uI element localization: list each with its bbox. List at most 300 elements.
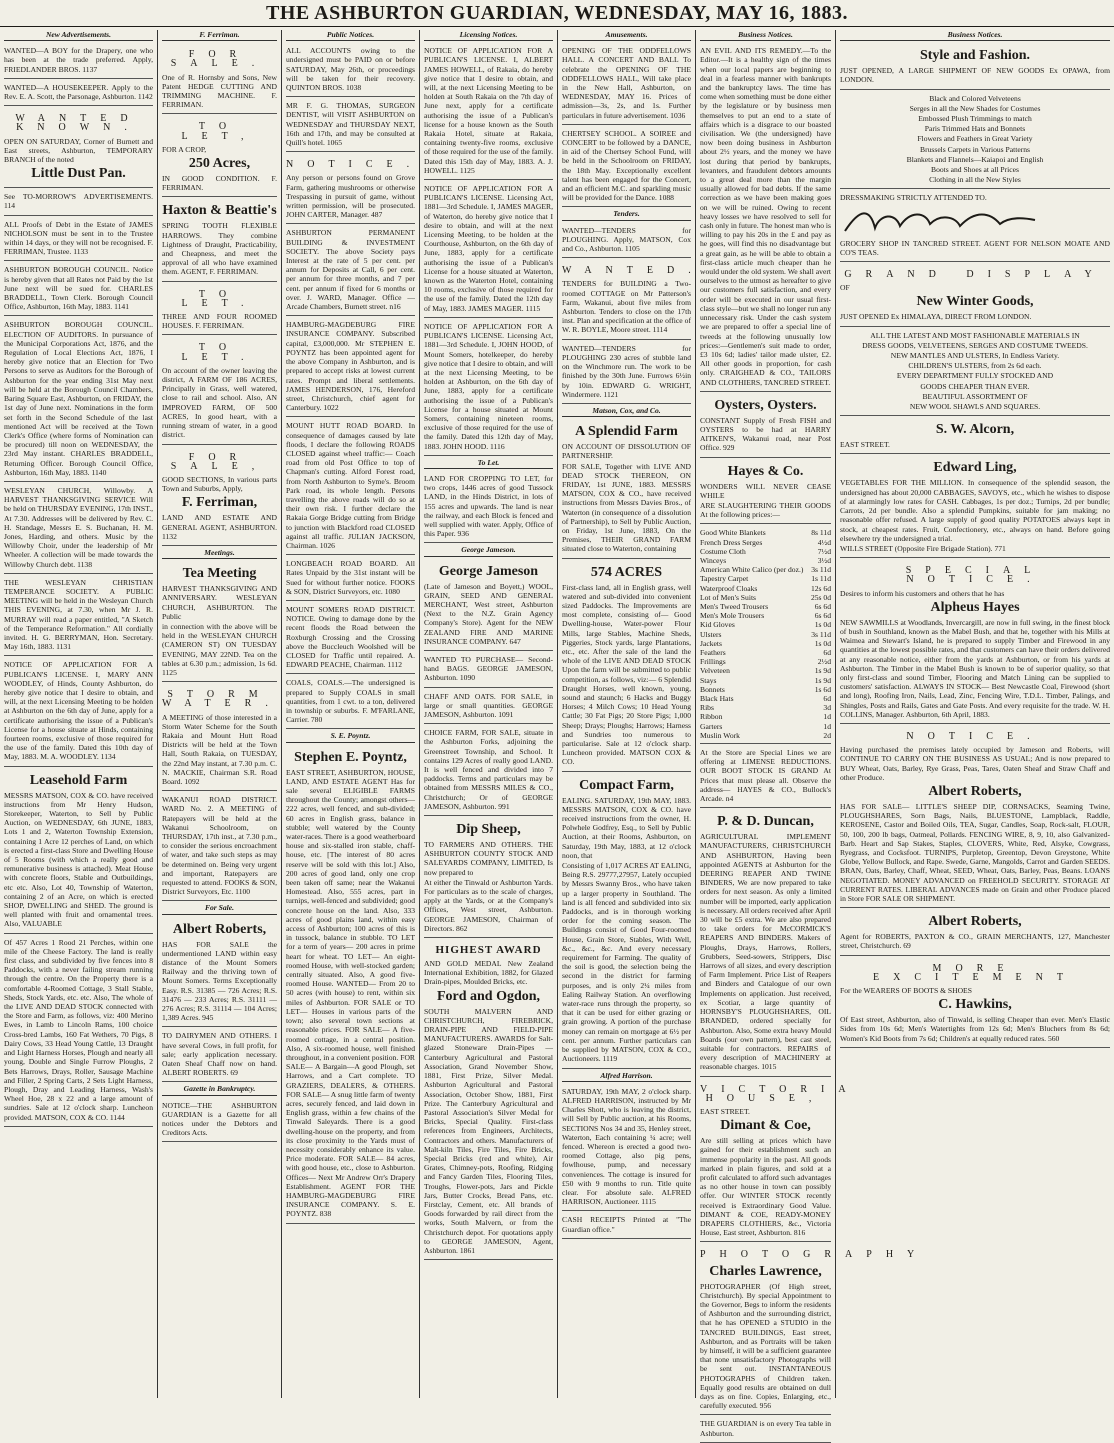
price-item: Bonnets — [700, 684, 725, 694]
price-value: 25s 0d — [810, 592, 831, 602]
ad-body: DRESSMAKING STRICTLY ATTENDED TO. — [840, 193, 987, 203]
ad-body: HAS FOR SALE the undermentioned LAND within easy distance of the Mount Somers Railway and the thriving town of Mount Somers. Terms Exceptionally Easy. R.S. 31385 — 726 Acres; R.S. 31476 — 233 Acres; R.S. 31111 — 276 Acres; R.S. 31114 — 104 Acres; 1,389 Acres. 945 — [162, 939, 277, 1023]
ad-title: Haxton & Beattie's — [162, 203, 277, 219]
advertisement — [424, 940, 553, 1260]
section-header: Matson, Cox, and Co. — [562, 406, 691, 417]
ad-line: Paris Trimmed Hats and Bonnets — [924, 124, 1026, 134]
ad-body: WAKANUI ROAD DISTRICT. WARD No. 2. A MEETING of Ratepayers will be held at the Wakanui Schoolroom, on THURSDAY, 17th inst., at 7.30 p.m., to consider the serious encroachment of water, and take such steps as may be determined on. Being very urgent and important, Ratepayers are requested to attend. FOOKS & SON, District Surveyors, Etc. 1100 — [162, 795, 277, 897]
ad-line: Blankets and Flannels—Kaiapoi and English — [906, 154, 1044, 164]
ad-body: LAND FOR CROPPING TO LET, for two crops, 1446 acres of good Tussock LAND, in the Hinds District, in lots of 155 acres and upwards. The land is near the railway, and each Block is fenced and well supplied with water. Apply, Office of this Paper. 936 — [424, 473, 553, 539]
ad-subtext: Of East street, Ashburton, also of Tinwald, is selling Cheaper than ever. Men's Elastic Sides from 10s 6d; Men's Watertights from 12s 6d; Men's Bluchers from 8s 6d; Women's Kid Boots from 7s 6d; Children's at equally reduced rates. 560 — [840, 1015, 1110, 1043]
ad-title: A Splendid Farm — [575, 424, 678, 440]
ad-body: NOTICE—THE ASHBURTON GUARDIAN is a Gazette for all notices under the Debtors and Creditors Acts. — [162, 1100, 277, 1138]
column-5 — [558, 30, 705, 1398]
ad-line: NEW MANTLES AND ULSTERS, In Endless Variety. — [890, 351, 1060, 361]
ad-title: Charles Lawrence, — [709, 1263, 822, 1279]
advertisement — [700, 394, 831, 458]
ad-subtext: Consisting of 1,017 ACRES AT EALING, Being R.S. 29777,27957, Lately occupied by Messrs Swanny Bros., who have taken up a larger property in Southland. The land is all fenced and subdivided into six Paddocks, and is in thorough working order for the coming season. The Buildings consist of Good Four-roomed House, Grain Store, Stables, With Well, &c., &c., &c. And every necessary requirement for Farming. The quality of the soil is good, the selection being the second in the district for farming purposes, and is only 2¼ miles from Ealing Railway Station. An overflowing water-race runs through the property, so that it can be used for either grazing or grain growing. A portion of the purchase money can remain on mortgage at 6½ per cent. per annum. Further particulars can be supplied by MATSON, COX & CO., Auctioneers. 1119 — [562, 861, 691, 1064]
ad-body: A MEETING of those interested in a Storm Water Scheme for the South Rakaia and Mount Hutt Road Districts will be held at the Town Hall, South Rakaia, on TUESDAY, the 22nd May instant, at 7.30 p.m. C. N. MACKIE, Chairman S.R. Road Board. 1092 — [162, 712, 277, 786]
price-row — [700, 703, 831, 712]
price-row — [700, 676, 831, 685]
price-row — [700, 657, 831, 666]
price-value: 4½d — [817, 537, 831, 547]
price-item: Muslin Work — [700, 730, 740, 740]
ad-title: George Jameson — [438, 563, 539, 579]
ad-body: LONGBEACH ROAD BOARD. All Rates Unpaid by the 31st instant will be Sued for without further notice. FOOKS & SON, District Surveyors, etc. 1080 — [286, 559, 415, 596]
ad-line: NEW WOOL SHAWLS AND SQUARES. — [909, 402, 1041, 412]
price-row — [700, 584, 831, 593]
ad-body: CHOICE FARM, FOR SALE, situate in the Ashburton Forks, adjoining the Greenstreet Township, and School. It contains 129 Acres of really good LAND. It is well fenced and divided into 7 paddocks. Terms and particulars may be obtained from MESSRS MILES & CO., Christchurch; Or of GEORGE JAMESON, Ashburton. 991 — [424, 728, 553, 811]
ad-body: EAST STREET. — [840, 440, 890, 450]
price-row — [700, 574, 831, 583]
ad-body: WANTED TO PURCHASE— Second-hand BAGS. GEORGE JAMESON, Ashburton. 1090 — [424, 654, 553, 683]
advertisement — [286, 419, 415, 555]
ad-body: EAST STREET. — [700, 1106, 750, 1116]
ad-subtext: HAS FOR SALE— LITTLE'S SHEEP DIP, CORNSACKS, Seaming Twine, PLOUGHSHARES, Sorn Bags, Nails, BLUESTONE, Lampblack, Raddle, KEROSENE, Castor and Boiled Oils, TEA, Sugar, Candles, Soap, Rock-salt, FLOUR, 50, 100, 200 lb bags, Oatmeal, Pollards. FENCING WIRE, 8, 9, 10, also Galvanized-Barb. Heart and Sap Stakes, Staples, CLOVERS, White, Red, Alsyke, Cowgrass, Ryegrass, and Cocksfoot. TURNIPS, Purpletop, Greentop, Devon Greystone, White Globe, Yellow Bullock, and Rape. Swede, Garne, Mangolds, Carrot and Garden SEEDS. BRAN, Oats, Barley, Chaff, Wheat, SEED, Wheat, Oats, Barley, Peas, Beans. LOANS NEGOTIATED. MONEY ADVANCED on FREEHOLD SECURITY. STORAGE AT CURRENT RATES. LIBERAL ADVANCES made on Grain and other Produce placed in Store FOR SALE OR SHIPMENT. — [840, 801, 1110, 903]
price-value: 1s 9d — [814, 675, 831, 685]
price-value: 6s 6d — [814, 601, 831, 611]
ad-spaced-heading: TO LET. — [181, 288, 258, 309]
ad-body: CONSTANT Supply of Fresh FISH and OYSTERS to be had at HARRY AITKEN'S, Wakanui road, near Post Office. 929 — [700, 415, 831, 453]
ad-title: Albert Roberts, — [928, 783, 1022, 799]
ad-title: Oysters, Oysters. — [714, 397, 817, 413]
price-row — [700, 547, 831, 556]
advertisement — [4, 190, 153, 215]
section-header: Alfred Harrison. — [562, 1071, 691, 1082]
advertisement — [562, 224, 691, 259]
advertisement — [840, 44, 1110, 89]
ad-body: NOTICE OF APPLICATION FOR A PUBLICAN'S LICENSE. Licensing Act, 1881—3rd Schedule. I, JAMES MAGER, of Waterton, do hereby give notice that I desire to obtain, and will at the next Licensing Meeting, to be holden at the Courthouse, Ashburton, on the 6th day of June, 1883, apply for a certificate authorising the issue of a Publican's License for a house situated at Waterton, known as the Waterton Hotel, containing 10 rooms, exclusive of those required for the use of the family. Dated the 12th day of May, 1883. JAMES MAGER. 1115 — [424, 184, 553, 313]
price-item: Costume Cloth — [700, 546, 746, 556]
ad-subtext: JUST OPENED Ex HIMALAYA, DIRECT FROM LONDON. — [840, 312, 1032, 322]
price-value: 2d — [823, 730, 831, 740]
price-row — [700, 528, 831, 537]
advertisement — [162, 447, 277, 546]
advertisement — [162, 1029, 277, 1082]
ad-subtext: SOUTH MALVERN AND CHRISTCHURCH, FIREBRICK, DRAIN-PIPE AND FIELD-PIPE MANUFACTURERS. AWARDS for Salt-glazed Stoneware Drain-Pipes — Canterbury Agricultural and Pastoral Association, Grand November Show, 1881, First Prize, Silver Medal. Ashburton Agricultural and Pastoral Association, October Show, 1881, First Prize. The Canterbury Agricultural and Pastoral Association's Silver Medal for Bricks, Special Quality. First-class references from Engineers, Architects, Contractors and others. Manufacturers of Malt-kiln Tiles, Fire Tiles, Fire Bricks, Special Bricks (red and white), Air Grates, Chimney-pots, Roofing, Ridging and Fancy Garden Tiles, Flooring Tiles, Troughs, Flower-pots, Jars and Pickle Jars, Butter Crocks, Bread Pans, etc. Firstclay, Cement, etc. All brands of Goods forwarded by rail direct from the works, South Malvern, or from the Christchurch depot. For quotations apply to GEORGE JAMESON, Agent, Ashburton. 1861 — [424, 1006, 553, 1255]
column-header: Business Notices. — [700, 30, 831, 41]
price-item: Black Hats — [700, 694, 734, 703]
ad-subtext: WILLS STREET (Opposite Fire Brigade Station). 771 — [840, 543, 1006, 553]
price-row — [700, 639, 831, 648]
ad-body: On account of the owner leaving the district, A FARM OF 186 ACRES, Principally in Grass, well watered, close to rail and school. Also, AN IMPROVED FARM, OF 500 ACRES, In good heart, with a running stream of water, in a good district. — [162, 365, 277, 440]
ad-title: P. & D. Duncan, — [717, 814, 814, 830]
advertisement — [4, 44, 153, 79]
price-item: Men's Tweed Trousers — [700, 601, 769, 611]
ad-spaced-heading: GRAND DISPLAY — [844, 269, 1106, 281]
advertisement — [4, 576, 153, 657]
ad-line: Serges in all the New Shades for Costumes — [909, 103, 1041, 113]
ad-spaced-heading: VICTORIA HOUSE, — [700, 1083, 860, 1104]
price-item: Men's Mole Trousers — [700, 611, 765, 621]
price-value: 1s 6d — [814, 684, 831, 694]
advertisement — [162, 284, 277, 336]
price-value: 1d — [823, 712, 831, 722]
advertisement — [162, 44, 277, 114]
price-row — [700, 565, 831, 574]
advertisement — [162, 116, 277, 197]
ad-display-heading: Style and Fashion. — [919, 48, 1031, 64]
price-value: 3½d — [817, 555, 831, 565]
advertisement — [162, 337, 277, 444]
price-item: Jackets — [700, 638, 722, 648]
price-item: American White Calico (per doz.) — [700, 565, 804, 575]
ad-body: Having purchased the premises lately occupied by Jameson and Roberts, will CONTINUE TO CARRY ON THE BUSINESS AS USUAL; And is now prepared to BUY Wheat, Oats, Barley, Rye Grass, Peas, Tares, Oaten Sheaf and Straw Chaff and other Produce. — [840, 745, 1110, 782]
ad-body: AND GOLD MEDAL New Zealand International Exhibition, 1882, for Glazed Drain-pipes, Moulded Bricks, etc. — [424, 959, 553, 987]
price-row — [700, 620, 831, 629]
ad-body: TO DAIRYMEN AND OTHERS. I have several Cows, in full profit, for sale; early application necessary. Oaten Sheaf Chaff now on hand. ALBERT ROBERTS. 69 — [162, 1031, 277, 1078]
ad-body: THE GUARDIAN is on every Tea table in Ashburton. — [700, 1419, 831, 1438]
price-row — [700, 648, 831, 657]
price-row — [700, 593, 831, 602]
advertisement — [162, 562, 277, 682]
ad-subtext: GROCERY SHOP IN TANCRED STREET. AGENT FOR NELSON MOATE AND CO'S TEAS. — [840, 238, 1110, 257]
ad-body: VEGETABLES FOR THE MILLION. In consequence of the splendid season, the undersigned has about 20,000 CABBAGES, SAVOYS, etc., which he wishes to dispose of at alarmingly low rates for CASH. Cabbages, 1s per doz.; Turnips, 2d per bundle; Carrots, 2d per bundle. Also a splendid Pumpkins, suitable for jam making; no reasonable offer refused. A large supply of good quality POTATOES always kept in stock, at cheapest rates. Fruit, Confectionery, etc., always on hand. Before going elsewhere try the undersigned a trial. — [840, 478, 1110, 543]
ad-body: CHAFF AND OATS. FOR SALE, in large or small quantities. GEORGE JAMESON, Ashburton. 1091 — [424, 691, 553, 719]
price-item: Feathers — [700, 647, 726, 657]
advertisement — [840, 560, 1110, 724]
ad-body: TENDERS for BUILDING a Two-roomed COTTAGE on Mr Patterson's Farm, Wakanui, about five miles from Ashburton. Tenders to close on the 17th inst. Plan and specification at the office of W. R. BOYLE, Moore street. 1114 — [562, 279, 691, 335]
ad-title: Dip Sheep, — [456, 822, 521, 838]
ad-line: CHILDREN'S ULSTERS, from 2s 6d each. — [908, 361, 1042, 371]
advertisement — [286, 226, 415, 316]
ad-spaced-heading: WANTED. — [562, 265, 705, 277]
advertisement — [562, 420, 691, 558]
price-row — [700, 685, 831, 694]
section-header: For Sale. — [162, 903, 277, 914]
ad-body: Agent for ROBERTS, PAXTON & CO., GRAIN MERCHANTS, 127, Manchester street, Christchurch. 69 — [840, 932, 1110, 951]
price-item: Good White Blankets — [700, 528, 766, 538]
ad-body: AGRICULTURAL IMPLEMENT MANUFACTURERS, CHRISTCHURCH AND ASHBURTON, Having been appointed AGENTS at Ashburton for the DEERING REAPER AND TWINE BINDERS, We are now prepared to take orders for next season. As only a limited number will be imported, early application is necessary. All orders received after April 30 will be £5 extra. We are also prepared to take orders for McCORMICK'S REAPERS AND BINDERS. Makers of Ploughs, Drays, Harrows, Rollers, Grubbers, Seed-sowers, Strippers, Disc Harrows of all sizes, and every description of Farm Implement. Price List of Reapers and Binders and Catalogue of our own Implements on application. Just received, ex Scotiar, a large quantity of HORNSBY'S PLOUGHSHARES, OIL BRANDED, ordered specially for Ashburton. Also, Some extra heavy Mould Boards (our own pattern), best cast steel, suitable for contractors. REPAIRS of every description of MACHINERY at reasonable charges. 1015 — [700, 832, 831, 1072]
price-item: Winceys — [700, 555, 727, 565]
advertisement — [840, 910, 1110, 955]
ad-body: HAMBURG-MAGDEBURG FIRE INSURANCE COMPANY. Subscribed capital, £3,000,000. Mr STEPHEN E. POYNTZ has been appointed agent for the above Company in Ashburton, and is prepared to accept risks at lowest current rates. Prompt and liberal settlements. JAMES HENDERSON, 176, Hereford street, Christchurch, chief agent for Canterbury. 1022 — [286, 320, 415, 413]
masthead — [0, 0, 1114, 27]
ad-line: Clothing in all the New Styles — [929, 175, 1021, 185]
price-row — [700, 630, 831, 639]
advertisement — [700, 1079, 860, 1243]
advertisement — [700, 44, 831, 392]
ad-title: Dimant & Coe, — [720, 1118, 811, 1134]
ad-subtext: FOR SALE, Together with LIVE AND DEAD STOCK THEREON, ON FRIDAY, 1st JUNE, 1883. MESSRS MATSON, COX & CO., have received instructions from Messrs Davies Bros., of Waterton (in consequence of a dissolution of Partnership), to Sell by Public Auction, on Friday, 1st June, 1883, On the Premises, THEIR GRAND FARM situated close to Waterton, containing — [562, 461, 691, 554]
ad-spaced-heading: WANTED KNOWN. — [15, 113, 142, 134]
ad-subtext: ARE SLAUGHTERING THEIR GOODS At the following prices:— — [700, 500, 831, 520]
advertisement — [162, 199, 277, 281]
ad-line: EVERY DEPARTMENT FULLY STOCKED AND — [896, 371, 1054, 381]
ad-body: At the Store are Special Lines we are offering at LIMENSE REDUCTIONS. OUR BOOT STOCK IS GRAND At Prices that must please all. Observe the address— HAYES & CO., Bullock's Arcade. n4 — [700, 748, 831, 804]
ad-title: F. Ferriman, — [181, 495, 258, 511]
price-value: 1s 9d — [814, 666, 831, 676]
column-header: Business Notices. — [840, 30, 1110, 41]
price-item: Velveteen — [700, 666, 730, 676]
ad-subtext: At either the Tinwald or Ashburton Yards. For particulars as to the scale of charges, apply at the Yards, or at the Company's Offices, West street, Ashburton. GEORGE JAMESON, Chairman of Directors. 862 — [424, 877, 553, 933]
advertisement — [4, 484, 153, 574]
ad-body: NOTICE OF APPLICATION FOR A PUBLICAN'S LICENSE. Licensing Act, 1881—3rd Schedule. I, JOHN HOOD, of Mount Somers, hotelkeeper, do hereby give notice that I desire to obtain, and will at the next Licensing Meeting, to be holden at Ashburton, on the 6th day of June, 1883, apply for a certificate authorising the issue of a Publican's License for a house situated at Mount Somers, containing nineteen rooms, exclusive of those required for the use of the family. Dated this 12th day of May, 1883. JOHN HOOD. 1116 — [424, 321, 553, 451]
ad-body: EAST STREET, ASHBURTON, HOUSE, LAND, AND ESTATE AGENT Has for sale several ELIGIBLE FARMS throughout the County; amongst others— 222 acres, well fenced, and sub-divided; 60 acres in English grass, balance in stubble; well watered by the County water-races. There is a good weatherboard house and six-stalled iron stable, chaff-house, etc. [The interest of 80 acres reserve will be sold with this lot.] Also, 200 acres of good land, only one crop been taken off same; near the Wakanui Homestead. Also, 555 acres, part in turnips, well-fenced and subdivided; good concrete house on the land. Also, 333 acres of good plains land, within easy access of Ashburton; 100 acres of this is in tussock, balance in stubble. TO LET for a term of years— 200 acres in prime heart for wheat. TO LET— An eight-roomed House, with well-stocked garden; centrally situated. Also, A good five-roomed House. WANTED— From 20 to 50 acres (with house) to rent, within six miles of Ashburton. FOR SALE or TO LET— Houses in various parts of the town; also several town sections at reasonable prices. FOR SALE— A five-roomed cottage, in a central position. Also, A six-roomed house, well finished throughout, in a convenient position. FOR SALE— A Bargain—A good Plough, set Harrows, and a Cart complete. TO GRAZIERS, DEALERS, & OTHERS. FOR SALE— A snug little farm of twenty acres, securely fenced, and laid down in English grass, within a few chains of the Tinwald Saleyards. There is a good dwelling-house on the property, and from its close proximity to the Yards must of necessity considerably enhance its value. Price moderate. FOR SALE— 84 acres, with good house, etc., close to Ashburton. Offices— Next Mr Andrew Orr's Drapery Establishment. AGENT FOR THE HAMBURG-MAGDEBURG FIRE INSURANCE COMPANY. S. E. POYNTZ. 838 — [286, 767, 415, 1219]
ad-body: ALL Proofs of Debt in the Estate of JAMES NICHOLSON must be sent in to the Trustee within 14 days, or they will not be recognised. F. FERRIMAN, Trustee. 1133 — [4, 219, 153, 257]
ad-line: ALL THE LATEST AND MOST FASHIONABLE MATERIALS IN — [870, 330, 1080, 340]
advertisement — [562, 260, 705, 339]
price-row — [700, 712, 831, 721]
advertisement — [840, 191, 1110, 262]
ad-body: SPRING TOOTH FLEXIBLE HARROWS. They combine Lightness of Draught, Practicability, and Cheapness, and meet the approval of all who have examined them. AGENT, F. FERRIMAN. — [162, 221, 277, 277]
ad-subtext: in connection with the above will be held in the WESLEYAN CHURCH (CAMERON ST) ON TUESDAY EVENING, MAY 22ND. Tea on the tables at 6.30 p.m.; admission, 1s 6d. 1125 — [162, 621, 277, 677]
advertisement — [700, 526, 831, 744]
advertisement — [4, 658, 153, 766]
ad-body: THE WESLEYAN CHRISTIAN TEMPERANCE SOCIETY. A PUBLIC MEETING will be held in the Wesleyan Church THIS EVENING, at 7.30, when Mr J. R. MURRAY will read a paper entitled, "A Sketch of the Temperance Reformation." All cordially invited. H. G. BERRYMAN, Hon. Secretary. May 16th, 1883. 1131 — [4, 577, 153, 652]
price-row — [700, 602, 831, 611]
advertisement — [700, 460, 831, 525]
ad-body: MESSRS MATSON, COX & CO. have received instructions from Mr Henry Hudson, Storekeeper, Waterton, to Sell by Public Auction, on WEDNESDAY, 6th JUNE, 1883, Lots 1 and 2, Waterton Township Extension, containing 1 Acre 12 perches of Land, on which is erected a first-class Store and Dwelling House of 5 Rooms (with which a really good and remunerative business is attached). Meat House with concrete floors, Stable and Outbuildings, etc etc. Also, Lot 40, Township of Waterton, containing 2 of an Acre, on which is erected SHOP, DWELLING and SHED. The ground is well planted with fruit and ornamental trees. Also, VALUABLE — [4, 790, 153, 929]
ad-body: WANTED—A BOY for the Drapery, one who has been at the trade preferred. Apply, FRIEDLANDER BROS. 1137 — [4, 46, 153, 74]
ad-spaced-heading: PHOTOGRAPHY — [700, 1249, 929, 1261]
ad-title: C. Hawkins, — [938, 997, 1012, 1013]
advertisement — [162, 918, 277, 1028]
price-value: 3d — [823, 703, 831, 713]
advertisement — [162, 684, 282, 791]
advertisement — [4, 318, 153, 481]
advertisement — [840, 329, 1110, 417]
advertisement — [840, 418, 1110, 454]
advertisement — [562, 1213, 691, 1238]
section-header: To Let. — [424, 458, 553, 469]
advertisement — [286, 318, 415, 417]
advertisement — [424, 472, 553, 543]
advertisement — [286, 557, 415, 601]
ad-subtext: Are still selling at prices which have gained for their establishment such an immense popularity in the past. All goods marked in plain figures, and sold at a profit calculated to afford such advantages as no other house in town can possibly offer. Our WINTER STOCK recently received is Extraordinary Good Value. DIMANT & COE, READY-MONEY DRAPERS CLOTHIERS, &c., Victoria House, East street, Ashburton. 816 — [700, 1136, 831, 1238]
ad-body: See TO-MORROW'S ADVERTISEMENTS. 114 — [4, 192, 153, 211]
advertisement — [562, 1085, 691, 1212]
ad-spaced-heading: FOR SALE. — [170, 49, 269, 70]
advertisement — [700, 746, 831, 808]
price-value: 1d — [823, 721, 831, 731]
ad-line: Embossed Plush Trimmings to match — [918, 114, 1032, 124]
advertisement — [286, 603, 415, 674]
ad-body: CASH RECEIPTS Printed at "The Guardian office." — [562, 1215, 691, 1234]
price-item: Ribbon — [700, 712, 723, 722]
ad-body: (Late of Jameson and Boyett,) WOOL, GRAIN, SEED AND GENERAL MERCHANT, West street, Ashburton (Next to the N.Z. Grain Agency Company's Store). Agent for the NEW ZEALAND FIRE AND MARINE INSURANCE COMPANY. 647 — [424, 581, 553, 646]
price-value: 1s 0d — [814, 638, 831, 648]
ad-spaced-heading: NOTICE. — [286, 159, 424, 171]
advertisement — [4, 108, 153, 188]
ad-body: WESLEYAN CHURCH, Willowby. A HARVEST THANKSGIVING SERVICE Will be held on THURSDAY EVENING, 17th INST., At 7.30. Addresses will be delivered by Rev. C. H. Standage, Messrs E. S. Buchanan, H. M. Jones, Harding, and others. Music by the Willowby Choir, under the leadership of Mr Wheeler. A collection will be made towards the Willowby Church debt. 1138 — [4, 485, 153, 569]
ad-title: Little Dust Pan. — [31, 166, 126, 182]
price-value: 8s 11d — [811, 528, 831, 538]
price-value: 2½d — [817, 657, 831, 667]
column-header: F. Ferriman. — [162, 30, 277, 41]
price-row — [700, 538, 831, 547]
advertisement — [700, 1417, 831, 1442]
ad-title: S. W. Alcorn, — [935, 422, 1015, 438]
ad-body: ASHBURTON BOROUGH COUNCIL. ELECTION OF AUDITORS. In pursuance of the Municipal Corporations Act, 1876, and the Regulation of Local Elections Act, 1876, I hereby give notice that an Election for Two Persons to serve as Auditors for the Borough of Ashburton for the year ending 31st May next will be held at the Borough Council Chambers, Baring Square East, Ashburton, on FRIDAY, the 1st day of June next. Nominations in the form set forth in the Second Schedule of the last mentioned Act will be received at the Town Clerk's Office (where forms of Nomination can be procured) till noon on WEDNESDAY, the 23rd May instant. CHARLES BRADDELL, Returning Officer. Borough Council Office, Ashburton, 16th May, 1883. 1140 — [4, 320, 153, 477]
advertisement — [424, 818, 553, 938]
price-row — [700, 611, 831, 620]
price-row — [700, 731, 831, 740]
advertisement — [424, 44, 553, 180]
price-item: French Dress Serges — [700, 537, 763, 547]
ad-body: WANTED—TENDERS for PLOUGHING 230 acres of stubble land on the Winchmore run. The work to be finished by the 30th June. Furrows 6½in by 10in. EDWARD G. WRIGHT, Windermere. 1121 — [562, 343, 691, 399]
ad-title: Stephen E. Poyntz, — [294, 749, 407, 765]
advertisement — [286, 154, 424, 224]
ad-body: Desires to inform his customers and others that he has — [840, 588, 1005, 598]
advertisement — [286, 676, 415, 729]
ad-body: THREE AND FOUR ROOMED HOUSES. F. FERRIMAN. — [162, 312, 277, 331]
price-item: Ulsters — [700, 629, 722, 639]
advertisement — [4, 218, 153, 262]
ad-body: ASHBURTON BOROUGH COUNCIL. Notice is hereby given that all Rates not Paid by the 1st June next will be sued for. CHARLES BRADDELL, Town Clerk. Borough Council Office, Ashburton, 16th May, 1883. 1141 — [4, 265, 153, 312]
ad-title: Edward Ling, — [933, 460, 1017, 476]
advertisement — [562, 561, 691, 772]
ad-body: First-class land, all in English grass, well watered and sub-divided into convenient sized Paddocks. The Improvements are most complete, consisting of— Good Dwelling-house, Water-power Flour Mills, large Stables, Machine Sheds, Piggeries, Stock yards, large Plantations, etc., etc. After the sale of the land the whole of the LIVE AND DEAD STOCK Upon the farm will be submitted to public competition, as follows, viz:— 6 Splendid Draught Horses, well known, young, sound and staunch; 6 Hacks and Buggy Horses; 4 Milch Cows; 10 Head Young Cattle; 30 Fat Pigs; 20 Store Pigs; 1,000 Sheep; Drays; Ploughs; Harrows; Harness and Sundries too numerous to particularise. Sale at 12 o'clock sharp. Luncheon provided. MATSON COX & CO. — [562, 582, 691, 767]
ad-body: ON ACCOUNT OF DISSOLUTION OF PARTNERSHIP. — [562, 442, 691, 461]
section-header: S. E. Poyntz. — [286, 731, 415, 742]
ad-spaced-heading: TO LET. — [181, 342, 258, 363]
ad-spaced-heading: STORM WATER. — [162, 689, 282, 710]
ad-body: GOOD SECTIONS, In various parts Town and Suburbs, Apply, — [162, 474, 277, 494]
ad-line: Boots and Shoes at all Prices — [931, 165, 1019, 175]
price-item: Frillings — [700, 657, 726, 667]
advertisement — [562, 342, 691, 404]
ad-line: Black and Colored Velveteens — [929, 93, 1021, 103]
price-item: Waterproof Cloaks — [700, 583, 758, 593]
ad-body: ALL ACCOUNTS owing to the undersigned must be PAID on or before SATURDAY, May 26th, or proceedings will be taken for their recovery. QUINTON BROS. 1038 — [286, 46, 415, 93]
advertisement — [162, 793, 277, 901]
ad-body: WANTED—TENDERS for PLOUGHING. Apply, MATSON, Cox and Co., Ashburton. 1105 — [562, 225, 691, 254]
ad-body: NOTICE OF APPLICATION FOR A PUBLICAN'S LICENSE. I, ALBERT JAMES HOWELL, of Rakaia, do hereby give notice that I desire to obtain, and will, at the next Licensing Meeting to be holden at South Rakaia on the 7th day of June next, apply for a certificate authorising the issue of a Publican's license for a house known as the South Rakaia Hotel, situate at Rakaia, containing twenty-five rooms, exclusive of those required for the use of the family. Dated this 15th day of May, 1883. A. J. HOWELL. 1125 — [424, 46, 553, 175]
advertisement — [424, 690, 553, 725]
price-item: Garters — [700, 721, 723, 731]
price-value: 6d — [823, 694, 831, 703]
section-header: Meetings. — [162, 548, 277, 559]
ad-body: CHERTSEY SCHOOL. A SOIREE and CONCERT to be followed by a DANCE, in aid of the Chertsey School Fund, will be held in the Schoolroom on FRIDAY, the 18th May. Exceptionally excellent talent has been engaged for the Concert, and an efficient M.C. and sparkling music will be provided for the Dance. 1088 — [562, 128, 691, 203]
ad-title: 250 Acres, — [188, 156, 251, 172]
ad-title: New Winter Goods, — [916, 294, 1034, 310]
masthead-title: THE ASHBURTON GUARDIAN, WEDNESDAY, MAY 16, 1883. — [266, 2, 848, 24]
price-row — [700, 722, 831, 731]
column-3 — [282, 30, 424, 1398]
ad-subtext: PHOTOGRAPHER (Of High street, Christchurch). By special Appointment to the Governor, Begs to inform the residents of Ashburton and the surrounding district, that he has OPENED a STUDIO in the TANCRED BUILDINGS, East street, Ashburton, and as Portraits will be taken by himself, it will be a sufficient guarantee that none unsatisfactory Photographs will be sent out. INSTANTANEOUS PHOTOGRAPHS of Children taken. Equally good results are obtained on dull days as on fine. Copies, Enlarging, etc., carefully executed. 956 — [700, 1281, 831, 1411]
advertisement — [840, 726, 1110, 908]
ad-subtext: NEW SAWMILLS at Woodlands, Invercargill, are now in full swing, in the finest block of bush in Southland, known as the Mabel Bush, and that he, together with his Mills at Waimea and Stewart's Island, he is prepared to supply Timber and Firewood in any quantities at the lowest possible rates, and that customers can have their orders delivered at any reasonable notice, either from the yards at Ashburton, or from his yards at Ashburton. The Timber in the Mabel Bush is known to be of superior quality, so that only first-class and sound Timber, Flooring and Match Lining can be supplied to customers' satisfaction. ALWAYS IN STOCK— Best Newcastle Coal, Firewood (short and long), Roofing Iron, Nails, Lead, Zinc, Fencing Wire, T.D.L. Timber, Palings, and Shingles, Posts and Rails, Gates and Gate Posts. And every requisite for the trade. W. H. COLLINS, Manager. Ashburton, 6th April, 1883. — [840, 617, 1110, 719]
price-item: Stays — [700, 675, 717, 685]
ad-spaced-heading: SPECIAL NOTICE. — [905, 565, 1045, 586]
ad-subheading: HIGHEST AWARD — [435, 944, 542, 957]
price-value: 3s 11d — [811, 565, 831, 575]
price-value: 12s 6d — [810, 583, 831, 593]
advertisement — [286, 99, 415, 152]
ad-line: Flowers and Feathers in Great Variety — [917, 134, 1033, 144]
price-value: 1s 0d — [814, 620, 831, 630]
ad-body: AN EVIL AND ITS REMEDY.—To the Editor.—It is a healthy sign of the times when our local papers are beginning to deal in a fearless manner with bankrupts and the bankruptcy laws. The time has come when something must be done either by the legislature or by business men themselves to put an end to a state of affairs which is a disgrace to our boasted civilisation. We (the undersigned) have now been doing business in Ashburton about 2½ years, and the money we have lost during that period by bankrupts, levanters, and fraudulent debtors amounts to a great deal more than the margin usually allowed for bad debts. If the same correction as we have been making goes on we will be ruined. Owing to recent heavy losses we have resolved to sell for cash only in future. The honest man who is willing to pay his 20s in the £ and pay as he goes, will find this no disadvantage but a great gain, as he will be able to obtain a first-class article much cheaper than he would under the old system. We shall avert ourselves to the utmost as hereafter to give our customers full satisfaction, and every order will be executed in our usual first-class style—but we shall no longer run any unnecessary risk. Under the cash system we are prepared to offer a special line of tweeds at the following unusually low prices:—Gentlemen's suit made to order, £3 10s 6d; ladies' tailor made ulster, £2. All other goods in proportion, for cash only. CRAIGHEAD & CO., TAILORS AND CLOTHIERS, TANCRED STREET. — [700, 46, 831, 387]
column-2 — [158, 30, 282, 1398]
column-4 — [420, 30, 558, 1398]
ad-body: Of 457 Acres 1 Rood 21 Perches, within one mile of the Cheese Factory. The land is really first class, and subdivided by five fences into 8 Paddocks, with a never failing stream running through the centre. On the Property there is a comfortable 4-Roomed Cottage, 3 Stall Stable, Sheds, Stock Yards, etc. etc. Also, The whole of the LIVE AND DEAD STOCK connected with the Store and Farm, as follows, viz: 400 Merino Ewes, in Lamb to Lincoln Rams, 100 choice Cross-bred Lambs, 160 Fat Wethers, 70 Pigs, 8 Dairy Cows, 33 Head Young Cattle, 13 Draught and Light Harness Horses, Plough and nearly all young, Double and Single Furrow Ploughs, 2 Bets Harrows, Drays, Roller, Sausage Machine and Filler, 2 Spring Carts, 2 Sets Light Harness, Plough, Dray and Leading Harness, Wash's Wheel Hoe, 28 x 22 and a large amount of sundries. Sale at 12 o'clock sharp. Luncheon provided. MATSON, COX & CO. 1144 — [4, 937, 153, 1122]
ad-title: Tea Meeting — [182, 566, 257, 582]
ad-body: EALING. SATURDAY, 19th MAY, 1883. MESSRS MATSON, COX & CO. have received instructions from the owner, H. Polwhele Godfrey, Esq., to Sell by Public Auction, at their Rooms, Ashburton, on Saturday, 19th May, 1883, at 12 o'clock noon, that — [562, 795, 691, 860]
price-value: 6d — [823, 647, 831, 657]
column-header: Licensing Notices. — [424, 30, 553, 41]
section-header: Tenders. — [562, 209, 691, 220]
section-header: George Jameson. — [424, 545, 553, 556]
advertisement — [562, 44, 691, 125]
column-7 — [836, 30, 1114, 1398]
ad-body: NOTICE OF APPLICATION FOR A PUBLICAN'S LICENSE. I, MARY ANN WOODLEY, of Hinds, County Ashburton, do hereby give notice that I desire to obtain, and will, at the next Licensing Meeting to be holden at Ashburton on the 6th day of June, apply for a certificate authorising the issue of a Publican's License for a house situate at Hinds, containing fourteen rooms, exclusive of those required for the use of the family. Dated this 10th day of May, 1883. M. A. WOODLEY. 1134 — [4, 660, 153, 762]
ad-body: MOUNT HUTT ROAD BOARD. In consequence of damages caused by late floods, I declare the following ROADS CLOSED against wheel traffic:— Coach road from old Post Office to top of Chapman's cutting. Alford Forest road, from North Ashburton to Syme's. Broom Park road, its whole length. Persons travelling the above roads will do so at their own risk. I further declare the Rakaia Gorge Bridge cutting from Bridge to junction with Blackford road CLOSED against all traffic. JULIAN JACKSON, Chairman. 1026 — [286, 421, 415, 550]
advertisement — [562, 127, 691, 208]
price-value: 7½d — [817, 546, 831, 556]
advertisement — [840, 264, 1110, 327]
ad-body: HARVEST THANKSGIVING AND ANNIVERSARY. WESLEYAN CHURCH, ASHBURTON. The Public — [162, 584, 277, 621]
ad-body: WANTED—A HOUSEKEEPER. Apply to the Rev. E. A. Scott, the Parsonage, Ashburton. 1142 — [4, 82, 153, 102]
ad-body: OPEN ON SATURDAY, Corner of Burnett and East streets, Ashburton, TEMPORARY BRANCH of the noted — [4, 136, 153, 165]
ad-title: Hayes & Co. — [727, 463, 804, 479]
column-header: Public Notices. — [286, 30, 415, 41]
advertisement — [840, 958, 1110, 1048]
ad-title: Albert Roberts, — [172, 921, 267, 937]
ad-line: Brussels Carpets in Various Patterns — [920, 144, 1030, 154]
advertisement — [4, 769, 153, 934]
ad-title: Albert Roberts, — [928, 914, 1022, 930]
price-value: 3s 11d — [811, 629, 831, 639]
price-row — [700, 666, 831, 675]
price-item: Kid Gloves — [700, 620, 735, 630]
handwritten-signature — [840, 206, 1110, 236]
ad-spaced-heading: MORE EXCITEMENT — [873, 962, 1077, 983]
ad-spaced-heading: FOR SALE, — [170, 451, 269, 472]
advertisement — [4, 81, 153, 106]
ad-body: FOR A CROP, — [162, 144, 207, 154]
ad-line: BEAUTIFUL ASSORTMENT OF — [922, 391, 1028, 401]
price-value: 1s 11d — [811, 574, 831, 584]
price-item: Lot of Men's Suits — [700, 592, 757, 602]
advertisement — [286, 44, 415, 97]
advertisement — [162, 1099, 277, 1143]
ad-line: DRESS GOODS, VELVETEENS, SERGES AND COSTUME TWEEDS. — [862, 340, 1088, 350]
ad-body: For the WEARERS OF BOOTS & SHOES — [840, 986, 972, 996]
advertisement — [840, 92, 1110, 190]
column-1 — [0, 30, 158, 1398]
advertisement — [424, 653, 553, 688]
ad-body: Any person or persons found on Grove Farm, gathering mushrooms or otherwise Trespassing in pursuit of game, without written permission, will be prosecuted. JOHN CARTER, Manager. 487 — [286, 173, 415, 220]
ad-subtext: IN GOOD CONDITION. F. FERRIMAN. — [162, 174, 277, 193]
column-header: New Advertisements. — [4, 30, 153, 41]
section-header: Gazette in Bankruptcy. — [162, 1084, 277, 1095]
price-value: 6s 6d — [814, 611, 831, 621]
ad-body: OPENING OF THE ODDFELLOWS HALL. A CONCERT AND BALL To celebrate the OPENING OF THE ODDFELLOWS HALL, Will take place in the New Hall, Ashburton, on WEDNESDAY, MAY 16. Prices of admission—3s, 2s, and 1s. Further particulars in future advertisement. 1036 — [562, 46, 691, 120]
advertisement — [700, 810, 831, 1076]
advertisement — [424, 560, 553, 651]
price-row — [700, 556, 831, 565]
advertisement — [4, 936, 153, 1127]
ad-subtext: LAND AND ESTATE AND GENERAL AGENT, ASHBURTON. 1132 — [162, 513, 277, 541]
ad-body: SATURDAY, 19th MAY, 2 o'clock sharp. ALFRED HARRISON, instructed by Mr Charles Shott, who is leaving the district, will Sell by Public auction, at his Rooms, SECTIONS Nos 34 and 35, Henley street, Waterton, Each containing ¼ acre; well fenced. Whereon is erected a good two-roomed Cottage, also pig pens, fowlhouse, pump, and necessary conveniences. The cottage is insured for £50 with 9 months to run. Title quite clear. For absolute sale. ALFRED HARRISON, Auctioneer. 1115 — [562, 1086, 691, 1207]
advertisement — [286, 746, 415, 1224]
ad-title: 574 ACRES — [590, 564, 663, 580]
ad-title: Alpheus Hayes — [930, 599, 1020, 615]
advertisement — [700, 1244, 929, 1415]
ad-body: OF — [840, 283, 850, 293]
ad-line: GOODS CHEAPER THAN EVER. — [920, 381, 1030, 391]
ad-spaced-heading: TO LET, — [181, 121, 258, 142]
ad-title: Compact Farm, — [579, 777, 674, 793]
ad-body: JUST OPENED, A LARGE SHIPMENT OF NEW GOODS Ex OPAWA, from LONDON. — [840, 66, 1110, 85]
column-header: Amusements. — [562, 30, 691, 41]
price-row — [700, 694, 831, 703]
ad-body: ASHBURTON PERMANENT BUILDING & INVESTMENT SOCIETY. The above Society pays Interest at the rate of 5 per cent. per annum for Deposits at Call, 6 per cent. per annum for three months, and 7 per cent. per annum if fixed for 6 months or over. J. WARD, Manager. Office — Arcade Chambers, Burnett street. n16 — [286, 228, 415, 312]
ad-title: Ford and Ogdon, — [436, 988, 541, 1004]
advertisement — [424, 182, 553, 318]
ad-body: MR F. G. THOMAS, SURGEON DENTIST, will VISIT ASHBURTON on WEDNESDAY and THURSDAY NEXT, 16th and 17th, and may be consulted at Quill's hotel. 1065 — [286, 101, 415, 148]
